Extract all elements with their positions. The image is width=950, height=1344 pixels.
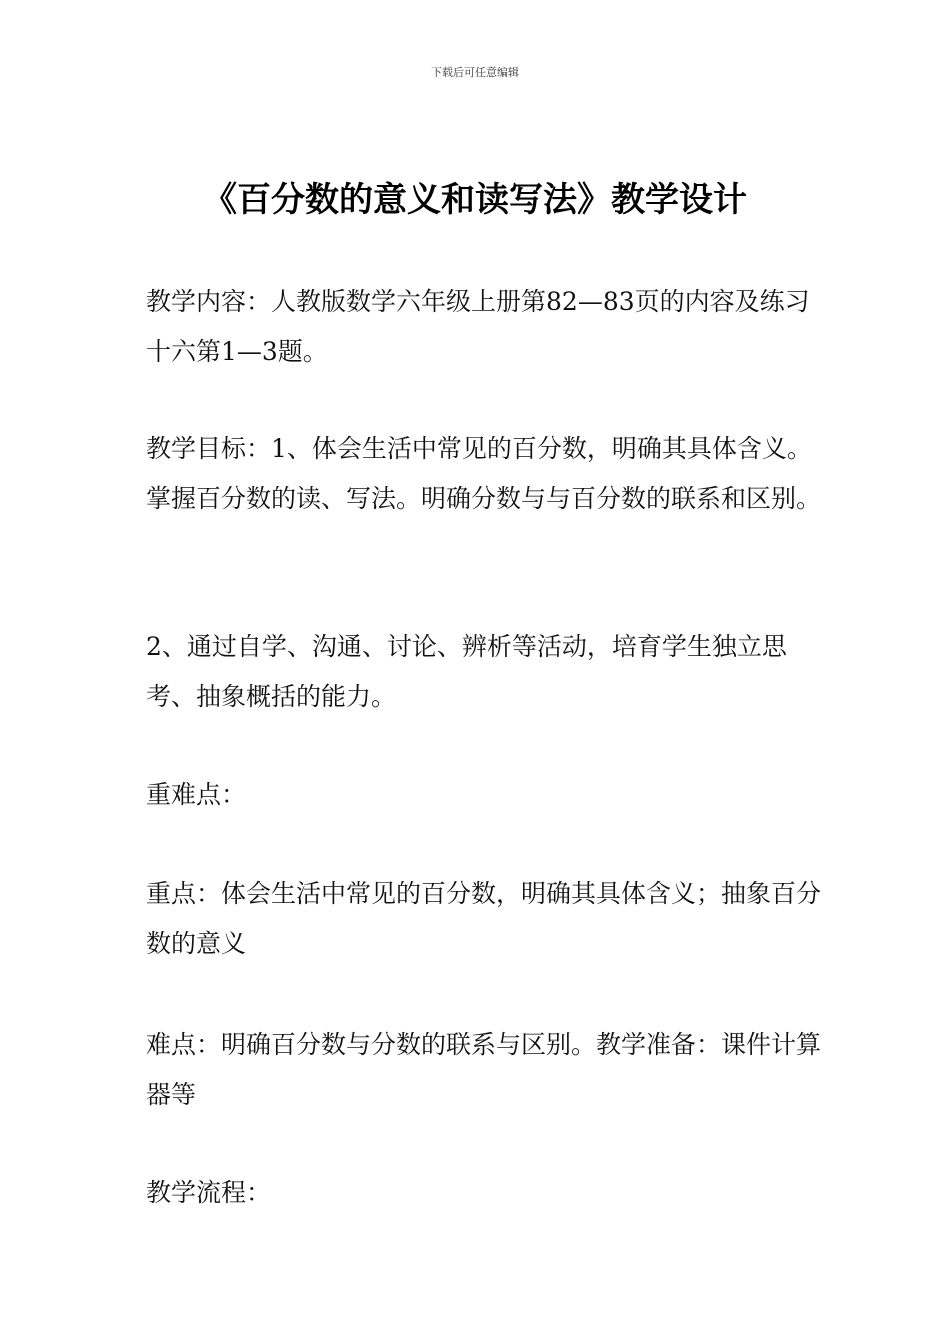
paragraph-goal-two: 2、通过自学、沟通、讨论、辨析等活动，培育学生独立思考、抽象概括的能力。: [146, 632, 787, 711]
paragraph-key-difficult-heading: 重难点：: [146, 780, 247, 809]
document-title: 《百分数的意义和读写法》教学设计: [203, 180, 747, 220]
paragraph-teaching-process: 教学流程：: [146, 1178, 272, 1207]
paragraph-teaching-content: 教学内容：人教版数学六年级上册第82—83页的内容及练习十六第1—3题。: [146, 287, 810, 366]
header-note: 下载后可任意编辑: [431, 66, 519, 79]
paragraph-teaching-goals: 教学目标：1、体会生活中常见的百分数，明确其具体含义。掌握百分数的读、写法。明确分数与与百分数的联系和区别。: [146, 434, 822, 513]
paragraph-difficulties: 难点：明确百分数与分数的联系与区别。教学准备：课件计算器等: [146, 1030, 822, 1109]
paragraph-key-points: 重点：体会生活中常见的百分数，明确其具体含义；抽象百分数的意义: [146, 879, 822, 958]
